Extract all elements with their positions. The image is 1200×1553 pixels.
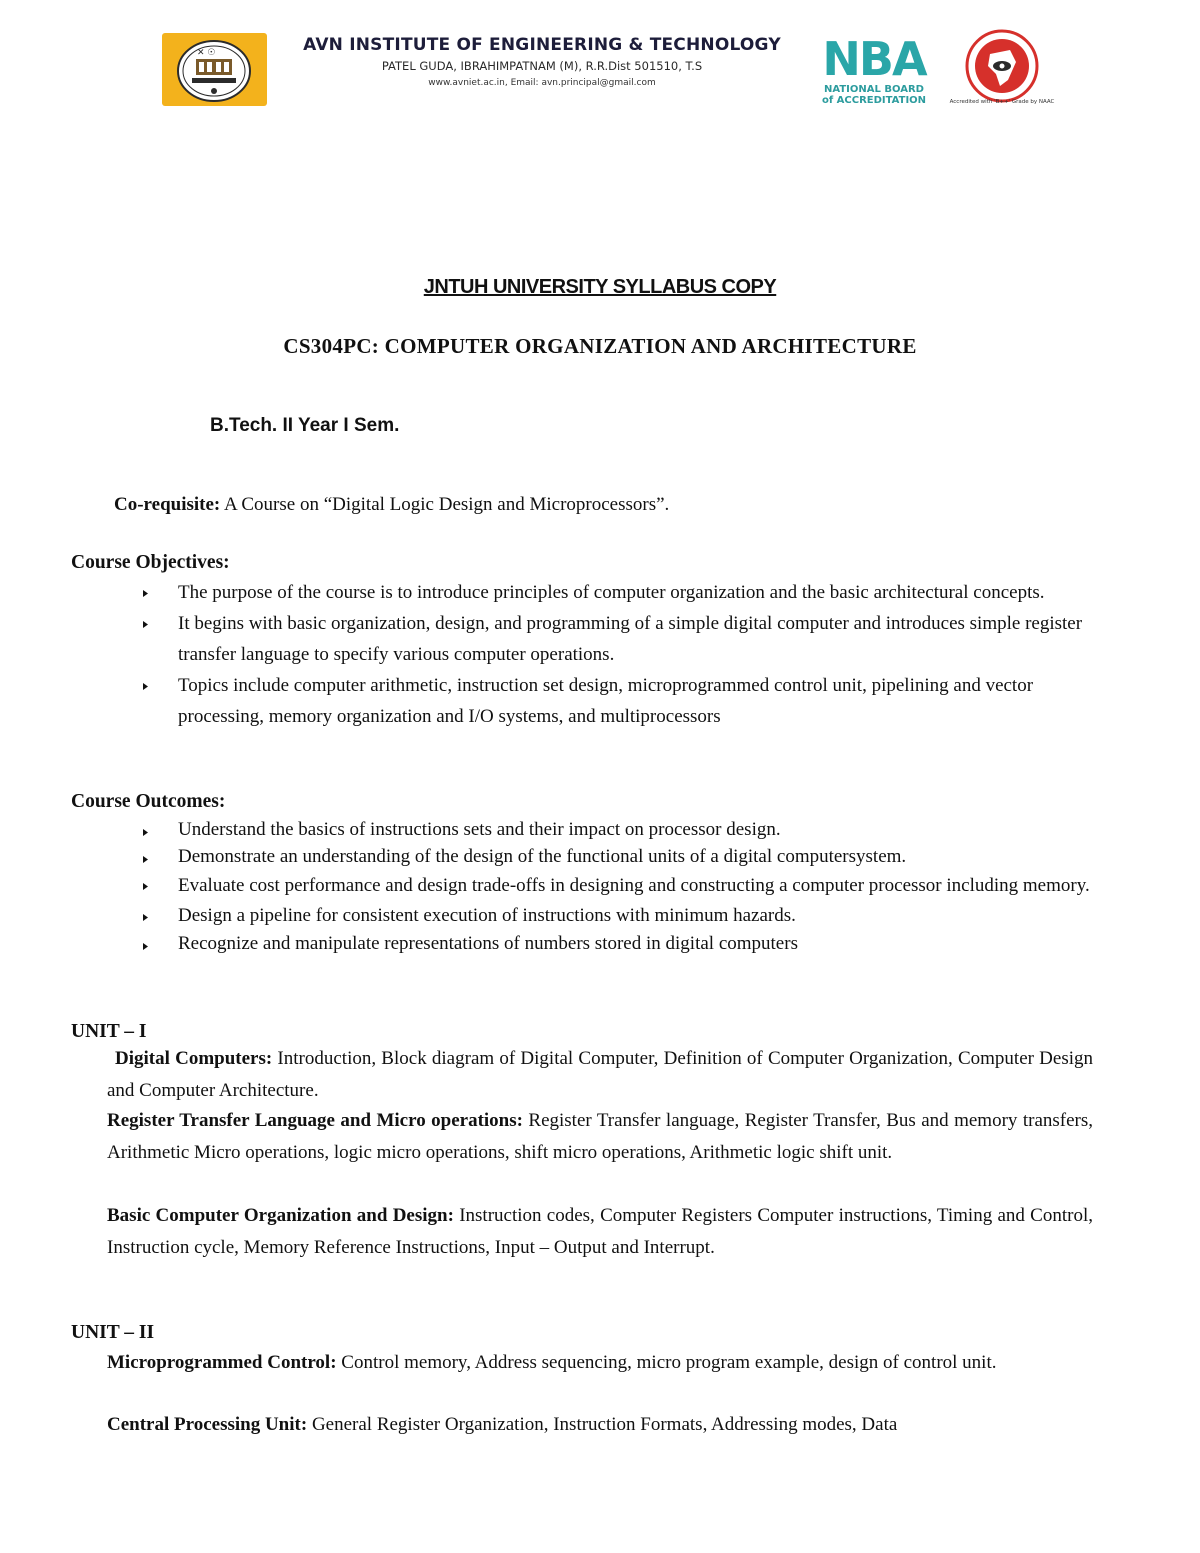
- syllabus-copy-heading: JNTUH UNIVERSITY SYLLABUS COPY: [423, 276, 777, 298]
- outcome-item: Evaluate cost performance and design trade-offs in designing and constructing a computer processor including memory.: [140, 870, 1100, 901]
- crest-icon: [162, 33, 267, 106]
- objective-item: Topics include computer arithmetic, instruction set design, microprogrammed control unit, pipelining and vector processing, memory organization and I/O systems, and multiprocessors: [140, 670, 1100, 732]
- corequisite-text: A Course on “Digital Logic Design and Microprocessors”.: [220, 494, 670, 515]
- topic-label: Basic Computer Organization and Design:: [107, 1205, 454, 1226]
- outcome-item: Recognize and manipulate representations of numbers stored in digital computers: [140, 930, 1100, 957]
- institute-contact: www.avniet.ac.in, Email: avn.principal@gmail.com: [428, 78, 656, 88]
- semester-label: B.Tech. II Year I Sem.: [210, 415, 400, 436]
- outcomes-heading: Course Outcomes:: [71, 791, 226, 812]
- institute-address: PATEL GUDA, IBRAHIMPATNAM (M), R.R.Dist 501510, T.S: [381, 59, 703, 73]
- topic-text: Control memory, Address sequencing, micro program example, design of control unit.: [336, 1352, 997, 1373]
- naac-seal-icon: [952, 28, 1052, 110]
- unit-1-topic: [107, 1105, 1093, 1168]
- naac-caption: Accredited with 'B++' Grade by NAAC: [949, 99, 1055, 105]
- unit-1-topic: [107, 1043, 1093, 1106]
- objective-item: The purpose of the course is to introduce principles of computer organization and the basic architectural concepts.: [140, 577, 1100, 608]
- topic-label: Microprogrammed Control:: [107, 1352, 337, 1373]
- objectives-list: [140, 577, 1100, 732]
- outcome-item: Understand the basics of instructions sets and their impact on processor design.: [140, 816, 1100, 843]
- unit-2-heading: UNIT – II: [71, 1322, 155, 1343]
- unit-1-heading: UNIT – I: [71, 1021, 147, 1042]
- topic-text: Register Transfer language, Register Transfer, Bus and memory transfers, Arithmetic Micro operations, logic micro operations, shift micro operations, Arithmetic logic shift unit.: [107, 1110, 1094, 1163]
- objectives-heading: Course Objectives:: [71, 552, 230, 573]
- corequisite: [114, 494, 669, 516]
- corequisite-label: Co-requisite:: [114, 494, 221, 515]
- topic-label: Digital Computers:: [115, 1048, 273, 1069]
- unit-1-topic: [107, 1200, 1093, 1263]
- outcome-item: Design a pipeline for consistent execution of instructions with minimum hazards.: [140, 901, 1100, 930]
- institute-logo: [162, 33, 267, 106]
- nba-caption-line1: NATIONAL BOARD: [824, 84, 924, 95]
- nba-logo: NBA: [822, 32, 926, 86]
- unit-2-topic: [107, 1409, 1093, 1441]
- institute-name: AVN INSTITUTE OF ENGINEERING & TECHNOLOGY: [303, 35, 781, 55]
- unit-2-topic: [107, 1347, 1093, 1379]
- course-title: CS304PC: COMPUTER ORGANIZATION AND ARCHITECTURE: [283, 334, 917, 358]
- naac-seal: [952, 28, 1052, 110]
- svg-text:✕ ☉: ✕ ☉: [197, 48, 216, 58]
- outcomes-list: [140, 816, 1100, 957]
- topic-label: Register Transfer Language and Micro operations:: [107, 1110, 523, 1131]
- outcome-item: Demonstrate an understanding of the design of the functional units of a digital computersystem.: [140, 843, 1100, 870]
- topic-text: Introduction, Block diagram of Digital Computer, Definition of Computer Organization, Computer Design and Computer Architecture.: [107, 1048, 1093, 1101]
- nba-caption-line2: of ACCREDITATION: [821, 95, 927, 106]
- topic-text: General Register Organization, Instruction Formats, Addressing modes, Data: [307, 1414, 898, 1435]
- topic-text: Instruction codes, Computer Registers Computer instructions, Timing and Control, Instruction cycle, Memory Reference Instructions, Input – Output and Interrupt.: [107, 1205, 1093, 1258]
- objective-item: It begins with basic organization, design, and programming of a simple digital computer and introduces simple register transfer language to specify various computer operations.: [140, 608, 1100, 670]
- topic-label: Central Processing Unit:: [107, 1414, 308, 1435]
